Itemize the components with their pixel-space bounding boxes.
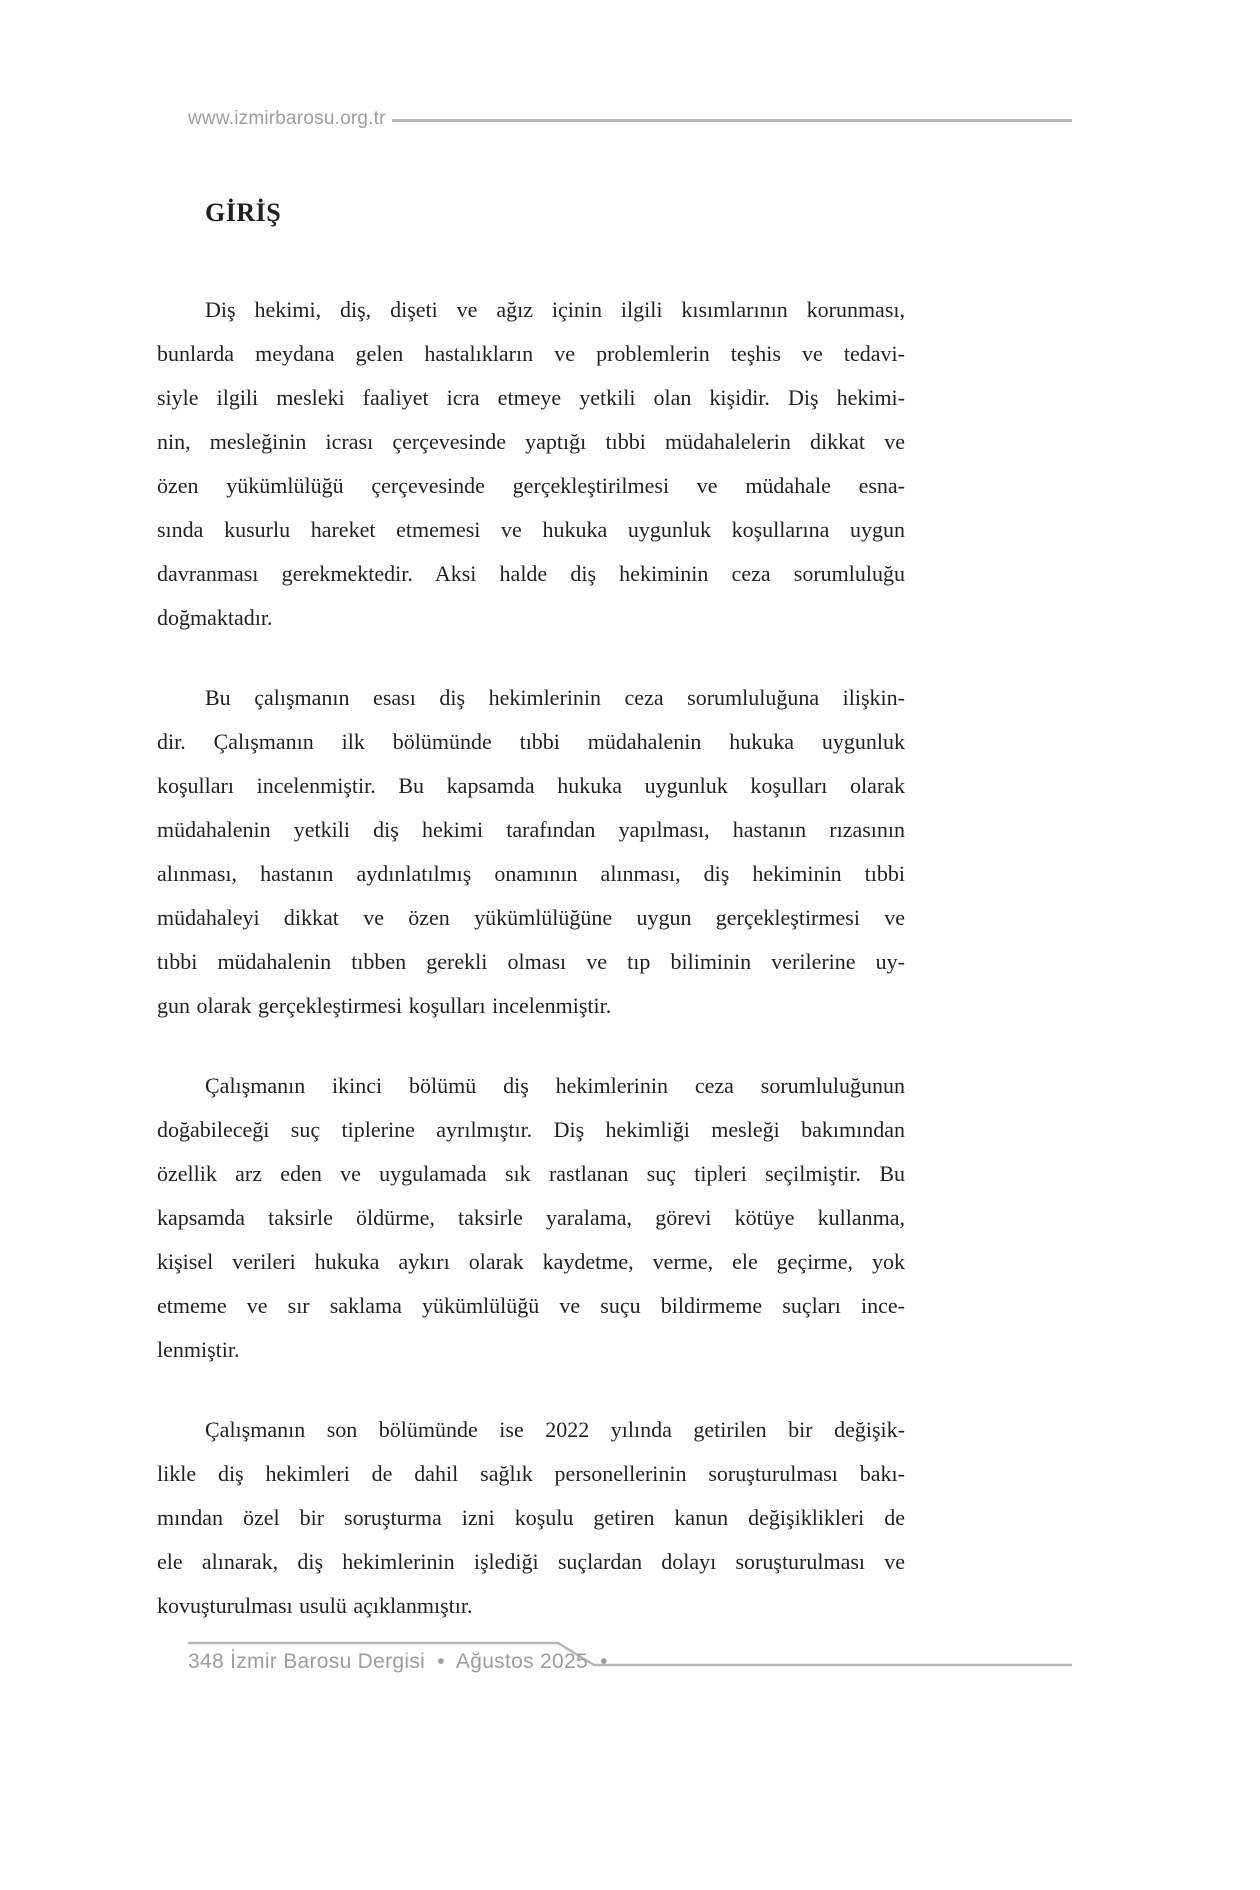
issue-date: Ağustos 2025	[455, 1650, 588, 1673]
text-line: kişisel verileri hukuka aykırı olarak kaydetme, verme, ele geçirme, yok	[157, 1249, 905, 1274]
bullet-separator: •	[600, 1650, 608, 1673]
text-line: Çalışmanın ikinci bölümü diş hekimlerinin ceza sorumluluğunun	[205, 1073, 905, 1098]
text-line: gun olarak gerçekleştirmesi koşulları incelenmiştir.	[157, 993, 612, 1018]
text-line: Diş hekimi, diş, dişeti ve ağız içinin ilgili kısımlarının korunması,	[205, 297, 905, 322]
page-footer	[0, 1634, 1260, 1694]
section-heading: GİRİŞ	[205, 198, 282, 227]
text-line: kapsamda taksirle öldürme, taksirle yaralama, görevi kötüye kullanma,	[157, 1205, 905, 1230]
text-line: mından özel bir soruşturma izni koşulu getiren kanun değişiklikleri de	[157, 1505, 905, 1530]
text-line: Bu çalışmanın esası diş hekimlerinin ceza sorumluluğuna ilişkin-	[205, 685, 905, 710]
page-header	[188, 108, 1072, 130]
text-line: likle diş hekimleri de dahil sağlık personellerinin soruşturulması bakı-	[157, 1461, 905, 1486]
text-line: nin, mesleğinin icrası çerçevesinde yaptığı tıbbi müdahalelerin dikkat ve	[157, 429, 905, 454]
text-line: bunlarda meydana gelen hastalıkların ve problemlerin teşhis ve tedavi-	[157, 341, 905, 366]
text-line: müdahaleyi dikkat ve özen yükümlülüğüne uygun gerçekleştirmesi ve	[157, 905, 905, 930]
text-line: müdahalenin yetkili diş hekimi tarafından yapılması, hastanın rızasının	[157, 817, 905, 842]
page-content	[157, 198, 905, 1664]
text-line: Çalışmanın son bölümünde ise 2022 yılında getirilen bir değişik-	[205, 1417, 905, 1442]
paragraph	[157, 288, 905, 640]
text-line: doğmaktadır.	[157, 605, 273, 630]
footer-text	[188, 1650, 614, 1674]
text-line: tıbbi müdahalenin tıbben gerekli olması ve tıp biliminin verilerine uy-	[157, 949, 905, 974]
paragraphs	[157, 288, 905, 1628]
header-rule	[392, 119, 1072, 122]
text-line: etmeme ve sır saklama yükümlülüğü ve suçu bildirmeme suçları ince-	[157, 1293, 905, 1318]
text-line: siyle ilgili mesleki faaliyet icra etmeye yetkili olan kişidir. Diş hekimi-	[157, 385, 905, 410]
text-line: davranması gerekmektedir. Aksi halde diş hekiminin ceza sorumluluğu	[157, 561, 905, 586]
text-line: özen yükümlülüğü çerçevesinde gerçekleştirilmesi ve müdahale esna-	[157, 473, 905, 498]
text-line: dir. Çalışmanın ilk bölümünde tıbbi müdahalenin hukuka uygunluk	[157, 729, 905, 754]
text-line: ele alınarak, diş hekimlerinin işlediği suçlardan dolayı soruşturulması ve	[157, 1549, 905, 1574]
text-line: sında kusurlu hareket etmemesi ve hukuka uygunluk koşullarına uygun	[157, 517, 905, 542]
page-number: 348	[188, 1650, 224, 1673]
text-line: lenmiştir.	[157, 1337, 240, 1362]
text-line: özellik arz eden ve uygulamada sık rastlanan suç tipleri seçilmiştir. Bu	[157, 1161, 905, 1186]
site-url: www.izmirbarosu.org.tr	[188, 108, 386, 129]
paragraph	[157, 1408, 905, 1628]
text-line: doğabileceği suç tiplerine ayrılmıştır. Diş hekimliği mesleği bakımından	[157, 1117, 905, 1142]
text-line: koşulları incelenmiştir. Bu kapsamda hukuka uygunluk koşulları olarak	[157, 773, 905, 798]
text-line: kovuşturulması usulü açıklanmıştır.	[157, 1593, 473, 1618]
paragraph	[157, 1064, 905, 1372]
journal-title: İzmir Barosu Dergisi	[230, 1650, 426, 1673]
paragraph	[157, 676, 905, 1028]
text-line: alınması, hastanın aydınlatılmış onamının alınması, diş hekiminin tıbbi	[157, 861, 905, 886]
bullet-separator: •	[437, 1650, 445, 1673]
